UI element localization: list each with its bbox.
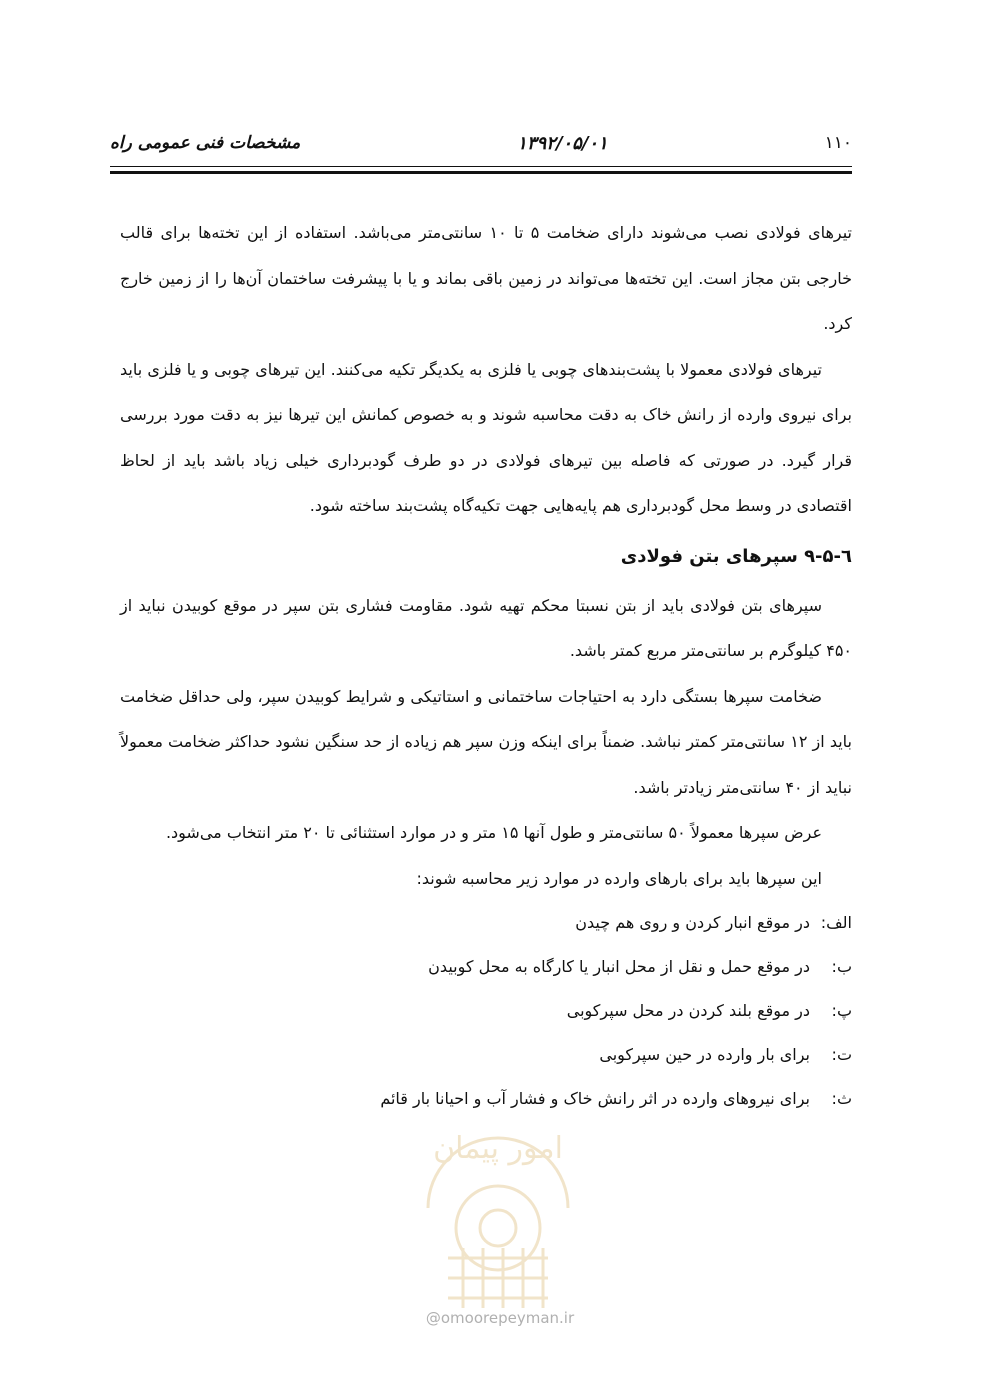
page-header (110, 128, 852, 158)
header-rule-thick (110, 171, 852, 174)
list-item-label: ث: (831, 1089, 852, 1108)
list-item-label: پ: (831, 1001, 852, 1020)
paragraph: تیرهای فولادی معمولا با پشت‌بندهای چوبی یا فلزی به یکدیگر تکیه می‌کنند. این تیرهای چوبی و یا فلزی باید برای نیروی وارده از رانش خاک به دقت محاسبه شوند و به خصوص کمانش این تیرها نیز به دقت مورد بررسی قرار گیرد. در صورتی که فاصله بین تیرهای فولادی در دو طرف گودبرداری خیلی زیاد باشد باید از لحاظ اقتصادی در وسط محل گودبرداری هم پایه‌هایی جهت تکیه‌گاه پشت‌بند ساخته شود. (120, 359, 852, 515)
list-item (120, 1033, 852, 1077)
page-body (120, 210, 852, 1121)
header-date: ۱۳۹۲/۰۵/۰۱ (517, 132, 608, 154)
list-item (120, 945, 852, 989)
paragraph: تیرهای فولادی نصب می‌شوند دارای ضخامت ۵ تا ۱۰ سانتی‌متر می‌باشد. استفاده از این تخته‌ها برای قالب خارجی بتن مجاز است. این تخته‌ها می‌تواند در زمین باقی بماند و یا با پیشرفت ساختمان آن‌ها را از زمین خارج کرد. (120, 223, 853, 333)
list-item-text: در موقع بلند کردن در محل سپرکوبی (566, 1001, 810, 1020)
list-item-label: ت: (831, 1045, 852, 1064)
header-title: مشخصات فنی عمومی راه (110, 133, 301, 153)
calc-cases-list (120, 901, 852, 1121)
header-rule-thin (110, 166, 852, 167)
section-heading: ٦-۹-۵ سپرهای بتن فولادی (620, 545, 852, 567)
list-item-text: در موقع انبار کردن و روی هم چیدن (575, 913, 810, 932)
list-item-label: ب: (831, 957, 852, 976)
watermark-logo-text: امور پیمان (433, 1131, 563, 1166)
list-item-text: برای نیروهای وارده در اثر رانش خاک و فشار آب و احیانا بار قائم (380, 1089, 810, 1108)
paragraph: عرض سپرها معمولاً ۵۰ سانتی‌متر و طول آنها ۱۵ متر و در موارد استثنائی تا ۲۰ متر انتخاب می‌شود. (165, 823, 822, 842)
list-item (120, 901, 852, 945)
list-intro: این سپرها باید برای بارهای وارده در موارد زیر محاسبه شوند: (416, 868, 822, 888)
list-item (120, 1077, 852, 1121)
page-number: ۱۱۰ (824, 133, 852, 153)
list-item-label: الف: (820, 913, 852, 932)
paragraph: سپرهای بتن فولادی باید از بتن نسبتا محکم تهیه شود. مقاومت فشاری بتن سپر در موقع کوبیدن نباید از ۴۵۰ کیلوگرم بر سانتی‌متر مربع کمتر باشد. (120, 595, 852, 660)
watermark-logo-icon (388, 1098, 608, 1318)
list-item-text: برای بار وارده در حین سپرکوبی (599, 1045, 810, 1064)
watermark-site: @omoorepeyman.ir (425, 1309, 575, 1327)
list-item (120, 989, 852, 1033)
paragraph: ضخامت سپرها بستگی دارد به احتیاجات ساختمانی و استاتیکی و شرایط کوبیدن سپر، ولی حداقل ضخامت باید از ۱۲ سانتی‌متر کمتر نباشد. ضمناً برای اینکه وزن سپر هم زیاده از حد سنگین نشود حداکثر ضخامت معمولاً نباید از ۴۰ سانتی‌متر زیادتر باشد. (120, 686, 852, 797)
list-item-text: در موقع حمل و نقل از محل انبار یا کارگاه به محل کوبیدن (428, 957, 810, 976)
